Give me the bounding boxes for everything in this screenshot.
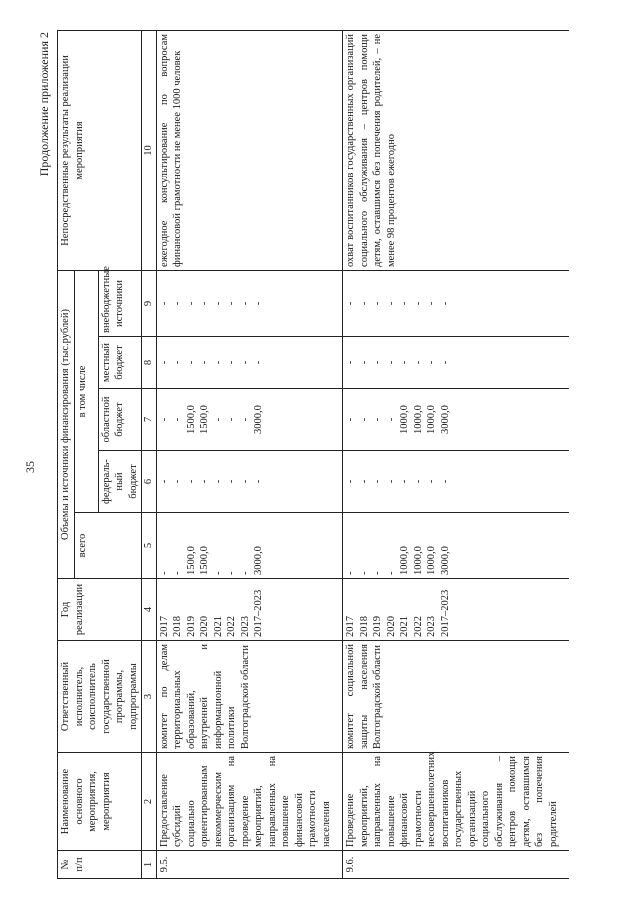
column-number: 1 [142, 851, 157, 879]
spacer-cell [334, 579, 343, 641]
column-number: 10 [142, 30, 157, 270]
nonbudget-amounts-value: - [253, 301, 264, 306]
table-body [156, 30, 569, 878]
year-list-value: 2017–2023 [253, 589, 264, 637]
spacer-cell [561, 579, 569, 641]
row-spacer [561, 30, 569, 878]
regional-amounts-value: - [345, 417, 356, 422]
federal-amounts-value: - [239, 479, 251, 484]
regional-amounts-value: 1500,0 [185, 405, 197, 434]
regional-amounts [343, 389, 562, 451]
federal-amounts-value: - [399, 479, 410, 484]
federal-amounts-value: - [372, 479, 383, 484]
header-nonbudget: внебюджетные источники [98, 270, 142, 336]
rotated-page [25, 10, 625, 885]
local-amounts-value: - [372, 360, 383, 365]
nonbudget-amounts [343, 270, 562, 336]
nonbudget-amounts-value: - [158, 301, 170, 306]
total-amounts-value: 1500,0 [185, 546, 197, 575]
spacer-cell [561, 389, 569, 451]
year-list-value: 2017 [158, 616, 170, 637]
total-amounts-value: 1500,0 [199, 546, 210, 575]
regional-amounts-value: - [239, 417, 251, 422]
header-local: местный бюджет [98, 337, 142, 389]
regional-amounts-value: - [212, 417, 224, 422]
regional-amounts-value: - [385, 417, 397, 422]
table-row [343, 30, 562, 878]
local-amounts-value: - [412, 360, 424, 365]
total-amounts [156, 513, 334, 579]
year-list [343, 579, 562, 641]
nonbudget-amounts-value: - [372, 301, 383, 306]
nonbudget-amounts [156, 270, 334, 336]
local-amounts-value: - [426, 360, 437, 365]
federal-amounts-value: - [358, 479, 370, 484]
total-amounts-value: - [345, 571, 356, 575]
regional-amounts-value: - [372, 417, 383, 422]
total-amounts-value: - [158, 571, 170, 575]
spacer-cell [561, 641, 569, 753]
spacer-cell [561, 337, 569, 389]
year-list-value: 2019 [185, 616, 197, 637]
local-amounts-value: - [185, 360, 197, 365]
nonbudget-amounts-value: - [172, 301, 183, 306]
column-number-row [142, 30, 157, 878]
federal-amounts [156, 451, 334, 513]
total-amounts-value: 3000,0 [253, 546, 264, 575]
nonbudget-amounts-value: - [385, 301, 397, 306]
spacer-cell [334, 851, 343, 879]
local-amounts-value: - [439, 360, 451, 365]
total-amounts-value: 1000,0 [426, 546, 437, 575]
regional-amounts-value: 3000,0 [253, 405, 264, 434]
federal-amounts-value: - [426, 479, 437, 484]
spacer-cell [561, 851, 569, 879]
row-number: 9.5. [156, 851, 334, 879]
spacer-cell [334, 641, 343, 753]
column-number: 4 [142, 579, 157, 641]
regional-amounts [156, 389, 334, 451]
nonbudget-amounts-value: - [358, 301, 370, 306]
year-list-value: 2021 [399, 616, 410, 637]
header-year: Год реализации [58, 579, 142, 641]
federal-amounts-value: - [212, 479, 224, 484]
spacer-cell [561, 451, 569, 513]
federal-amounts-value: - [412, 479, 424, 484]
total-amounts-value: 1000,0 [412, 546, 424, 575]
total-amounts-value: - [239, 571, 251, 575]
nonbudget-amounts-value: - [399, 301, 410, 306]
local-amounts-value: - [199, 360, 210, 365]
local-amounts-value: - [239, 360, 251, 365]
local-amounts-value: - [253, 360, 264, 365]
header-name: Наименование основного мероприятия, мероприятия [58, 753, 142, 851]
federal-amounts-value: - [253, 479, 264, 484]
local-amounts-value: - [345, 360, 356, 365]
direct-results: охват воспитанников государственных организаций социального обслуживания – центров помощи детям, оставшимся без попечения родителей, – не менее 98 процентов ежегодно [343, 30, 562, 270]
local-amounts [343, 337, 562, 389]
nonbudget-amounts-value: - [412, 301, 424, 306]
regional-amounts-value: 1000,0 [426, 405, 437, 434]
year-list-value: 2017 [345, 616, 356, 637]
total-amounts-value: - [385, 571, 397, 575]
total-amounts-value: 3000,0 [439, 546, 451, 575]
spacer-cell [561, 30, 569, 270]
row-spacer [334, 30, 343, 878]
table-row [156, 30, 334, 878]
year-list-value: 2017–2023 [439, 589, 451, 637]
spacer-cell [334, 337, 343, 389]
regional-amounts-value: 1500,0 [199, 405, 210, 434]
year-list-value: 2023 [239, 616, 251, 637]
nonbudget-amounts-value: - [239, 301, 251, 306]
regional-amounts-value: - [226, 417, 237, 422]
total-amounts-value: - [212, 571, 224, 575]
column-number: 9 [142, 270, 157, 336]
direct-results: ежегодное консультирование по вопросам финансовой грамотности не менее 1000 человек [156, 30, 334, 270]
federal-amounts [343, 451, 562, 513]
year-list [156, 579, 334, 641]
row-number: 9.6. [343, 851, 562, 879]
nonbudget-amounts-value: - [212, 301, 224, 306]
year-list-value: 2019 [372, 616, 383, 637]
spacer-cell [561, 513, 569, 579]
year-list-value: 2023 [426, 616, 437, 637]
nonbudget-amounts-value: - [226, 301, 237, 306]
activity-name: Предоставление субсидий социально ориентированным некоммерческим организациям на проведение мероприятий, направленных на повышение финансовой грамотности населения [156, 753, 334, 851]
header-num: № п/п [58, 851, 142, 879]
local-amounts [156, 337, 334, 389]
nonbudget-amounts-value: - [426, 301, 437, 306]
header-responsible: Ответственный исполнитель, соисполнитель государственной программы, подпрограммы [58, 641, 142, 753]
nonbudget-amounts-value: - [185, 301, 197, 306]
header-funding: Объемы и источники финансирования (тыс.рублей) [58, 270, 75, 578]
spacer-cell [334, 753, 343, 851]
nonbudget-amounts-value: - [199, 301, 210, 306]
header-in-that: в том числе [74, 270, 98, 512]
total-amounts-value: - [358, 571, 370, 575]
federal-amounts-value: - [385, 479, 397, 484]
federal-amounts-value: - [345, 479, 356, 484]
local-amounts-value: - [212, 360, 224, 365]
header-federal: федераль-ный бюджет [98, 451, 142, 513]
federal-amounts-value: - [158, 479, 170, 484]
local-amounts-value: - [226, 360, 237, 365]
year-list-value: 2020 [385, 616, 397, 637]
appendix-label: Продолжение приложения 2 [37, 32, 51, 177]
column-number: 7 [142, 389, 157, 451]
local-amounts-value: - [399, 360, 410, 365]
page-number: 35 [23, 461, 37, 473]
total-amounts [343, 513, 562, 579]
responsible-executor: комитет социальной защиты населения Волгоградской области [343, 641, 562, 753]
header-regional: областной бюджет [98, 389, 142, 451]
federal-amounts-value: - [185, 479, 197, 484]
column-number: 2 [142, 753, 157, 851]
regional-amounts-value: 1000,0 [399, 405, 410, 434]
nonbudget-amounts-value: - [345, 301, 356, 306]
spacer-cell [334, 389, 343, 451]
year-list-value: 2018 [358, 616, 370, 637]
spacer-cell [561, 270, 569, 336]
regional-amounts-value: 3000,0 [439, 405, 451, 434]
header-total: всего [74, 513, 142, 579]
federal-amounts-value: - [226, 479, 237, 484]
spacer-cell [334, 513, 343, 579]
spacer-cell [334, 30, 343, 270]
header-results: Непосредственные результаты реализации мероприятия [58, 30, 142, 270]
federal-amounts-value: - [199, 479, 210, 484]
column-number: 3 [142, 641, 157, 753]
column-number: 8 [142, 337, 157, 389]
local-amounts-value: - [158, 360, 170, 365]
column-number: 5 [142, 513, 157, 579]
responsible-executor: комитет по делам территориальных образований, внутренней и информационной политики Волгоградской области [156, 641, 334, 753]
local-amounts-value: - [358, 360, 370, 365]
regional-amounts-value: - [358, 417, 370, 422]
nonbudget-amounts-value: - [439, 301, 451, 306]
year-list-value: 2022 [412, 616, 424, 637]
local-amounts-value: - [385, 360, 397, 365]
spacer-cell [334, 451, 343, 513]
total-amounts-value: - [372, 571, 383, 575]
header-row-1 [58, 30, 75, 878]
federal-amounts-value: - [172, 479, 183, 484]
total-amounts-value: - [172, 571, 183, 575]
year-list-value: 2022 [226, 616, 237, 637]
total-amounts-value: - [226, 571, 237, 575]
regional-amounts-value: - [158, 417, 170, 422]
total-amounts-value: 1000,0 [399, 546, 410, 575]
local-amounts-value: - [172, 360, 183, 365]
column-number: 6 [142, 451, 157, 513]
year-list-value: 2021 [212, 616, 224, 637]
regional-amounts-value: 1000,0 [412, 405, 424, 434]
year-list-value: 2018 [172, 616, 183, 637]
federal-amounts-value: - [439, 479, 451, 484]
year-list-value: 2020 [199, 616, 210, 637]
regional-amounts-value: - [172, 417, 183, 422]
program-table [57, 30, 569, 879]
spacer-cell [561, 753, 569, 851]
spacer-cell [334, 270, 343, 336]
activity-name: Проведение мероприятий, направленных на повышение финансовой грамотности несовершеннолетних воспитанников государственных организаций социального обслуживания – центров помощи детям, оставшимся без попечения родителей [343, 753, 562, 851]
